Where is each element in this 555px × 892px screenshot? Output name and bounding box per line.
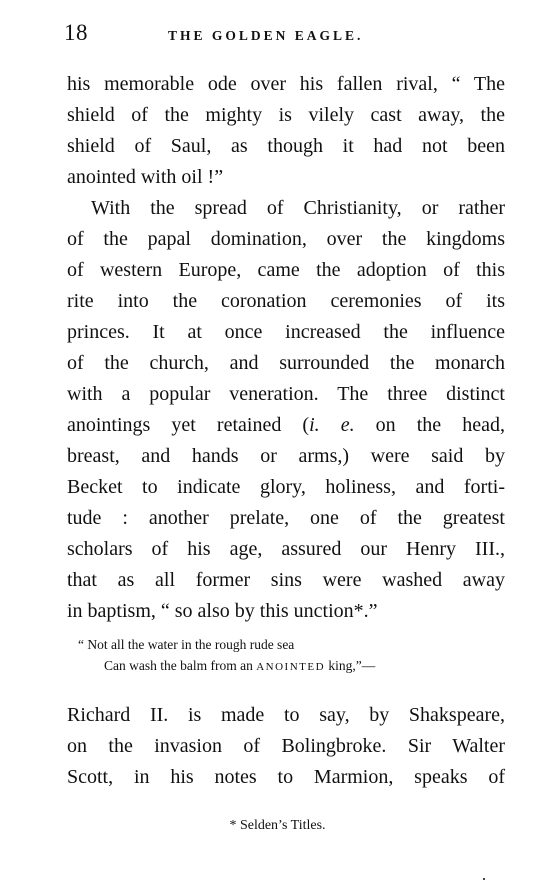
text-line: scholars of his age, assured our Henry III.,: [67, 538, 505, 560]
text-line: shield of the mighty is vilely cast away, the: [67, 104, 505, 126]
text-line: with a popular veneration. The three distinct: [67, 383, 505, 405]
text-line: shield of Saul, as though it had not been: [67, 135, 505, 157]
text-line: Becket to indicate glory, holiness, and forti-: [67, 476, 505, 498]
running-head: THE GOLDEN EAGLE.: [168, 28, 364, 43]
quote-fragment: king,”—: [325, 658, 376, 673]
quote-line: [78, 655, 498, 678]
body-text-continued: [67, 700, 505, 793]
text-line: breast, and hands or arms,) were said by: [67, 445, 505, 467]
text-line: Scott, in his notes to Marmion, speaks of: [67, 766, 505, 788]
print-speck: [483, 878, 485, 880]
quote-fragment: Can wash the balm from an: [104, 658, 257, 673]
body-text: [67, 69, 505, 627]
text-line: of the papal domination, over the kingdoms: [67, 228, 505, 250]
page-header: [58, 18, 503, 48]
text-line: his memorable ode over his fallen rival, “ The: [67, 73, 505, 95]
text-line: on the invasion of Bolingbroke. Sir Walter: [67, 735, 505, 757]
text-line: Richard II. is made to say, by Shakspeare,: [67, 704, 505, 726]
text-line: of western Europe, came the adoption of this: [67, 259, 505, 281]
text-line: princes. It at once increased the influence: [67, 321, 505, 343]
quote-smallcaps: ANOINTED: [256, 661, 326, 673]
text-line: With the spread of Christianity, or rather: [91, 197, 505, 219]
text-line-anointings: [67, 410, 505, 441]
quote-line: “ Not all the water in the rough rude sea: [78, 637, 295, 652]
page-number: 18: [64, 20, 88, 45]
footnote: * Selden’s Titles.: [229, 818, 326, 833]
text-line: in baptism, “ so also by this unction*.”: [67, 600, 378, 622]
italic-ie: i. e.: [309, 414, 355, 436]
verse-quotation: [78, 634, 498, 678]
text-line: of the church, and surrounded the monarch: [67, 352, 505, 374]
text-line: rite into the coronation ceremonies of its: [67, 290, 505, 312]
text-fragment: anointings yet retained (: [67, 414, 310, 436]
text-line: that as all former sins were washed away: [67, 569, 505, 591]
text-fragment: on the head,: [354, 414, 505, 436]
text-line: anointed with oil !”: [67, 166, 224, 188]
text-line: tude : another prelate, one of the greatest: [67, 507, 505, 529]
